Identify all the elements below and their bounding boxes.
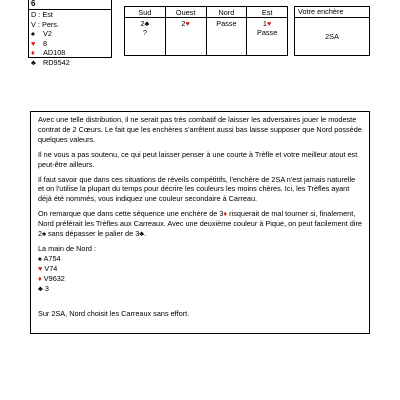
diamond-icon: ♦ bbox=[31, 48, 35, 58]
dealer: D : Est bbox=[31, 10, 53, 19]
heart-icon: ♥ bbox=[185, 19, 190, 28]
heart-icon: ♥ bbox=[38, 263, 43, 273]
explanation-box bbox=[30, 111, 370, 334]
spade-icon: ♠ bbox=[42, 229, 46, 239]
north-spades: ♠ A754 bbox=[38, 253, 61, 263]
header-est: Est bbox=[247, 7, 288, 18]
deal-box bbox=[28, 0, 112, 67]
bidding-table bbox=[124, 6, 288, 56]
club-icon: ♣ bbox=[31, 57, 36, 67]
hand-spades bbox=[29, 29, 111, 39]
club-icon: ♣ bbox=[139, 229, 145, 239]
header-nord: Nord bbox=[206, 7, 247, 18]
north-hearts: ♥ V74 bbox=[38, 263, 58, 273]
answer-value: 2SA bbox=[325, 32, 339, 41]
bid-west: 2♥ bbox=[165, 18, 206, 56]
diamond-icon: ♦ bbox=[38, 273, 42, 283]
spade-icon: ♠ bbox=[38, 253, 42, 263]
answer-label: Votre enchère bbox=[295, 7, 369, 18]
paragraph-2: Il ne vous a pas soutenu, ce qui peut laisser penser à une courte à Trèfle et votre meilleur atout est peut-être ailleurs. bbox=[38, 149, 358, 169]
heart-icon: ♥ bbox=[266, 19, 272, 28]
answer-box bbox=[294, 6, 370, 56]
club-cards: RD9542 bbox=[43, 57, 70, 67]
spade-cards: V2 bbox=[43, 29, 52, 39]
vulnerability: V : Pers. bbox=[31, 19, 59, 29]
north-hand-label: La main de Nord : bbox=[38, 243, 97, 253]
deal-number: 6 bbox=[29, 0, 111, 10]
header-sud: Sud bbox=[125, 7, 166, 18]
hand-hearts bbox=[29, 39, 111, 49]
paragraph-3: Il faut savoir que dans ces situations de réveils compétitifs, l'enchère de 2SA n'est jamais naturelle et on l'utilise la plupart du temps pour décrire les couleurs les moins chères. Ici, les Trèfles ayant déjà été nommés, vous indiquez une couleur secondaire à Carreau. bbox=[38, 174, 356, 204]
heart-cards: 8 bbox=[43, 38, 48, 48]
hand-clubs bbox=[29, 58, 111, 68]
bid-south: 2♣ ? bbox=[125, 18, 166, 56]
north-clubs: ♣ 3 bbox=[38, 283, 49, 293]
club-icon: ♣ bbox=[38, 283, 43, 293]
heart-icon: ♥ bbox=[31, 38, 36, 48]
diamond-cards: AD108 bbox=[43, 48, 66, 58]
club-icon: ♣ bbox=[144, 19, 150, 28]
diamond-icon: ♦ bbox=[223, 209, 228, 219]
spade-icon: ♠ bbox=[31, 29, 35, 39]
paragraph-4: On remarque que dans cette séquence une enchère de 3♦ risquerait de mal tourner si, finalement, Nord préférait les Trèfles aux Carreaux. Avec une deuxième couleur à Pique, on peut facilement dire 2♠ sans dépasser le palier de 3♣. bbox=[38, 209, 362, 239]
paragraph-1: Avec une telle distribution, il ne serait pas très combatif de laisser les adversaires jouer le modeste contrat de 2 Cœurs. Le fait que les enchères s'arrêtent aussi bas laisse supposer que Nord possède quelques valeurs. bbox=[38, 115, 362, 144]
bid-question: ? bbox=[142, 28, 147, 37]
north-diamonds: ♦ V9632 bbox=[38, 273, 65, 283]
hand-diamonds bbox=[29, 48, 111, 58]
bid-east: 1♥ Passe bbox=[247, 18, 288, 56]
bid-north: Passe bbox=[206, 18, 247, 56]
conclusion: Sur 2SA, Nord choisit les Carreaux sans effort. bbox=[38, 308, 190, 318]
header-ouest: Ouest bbox=[165, 7, 206, 18]
